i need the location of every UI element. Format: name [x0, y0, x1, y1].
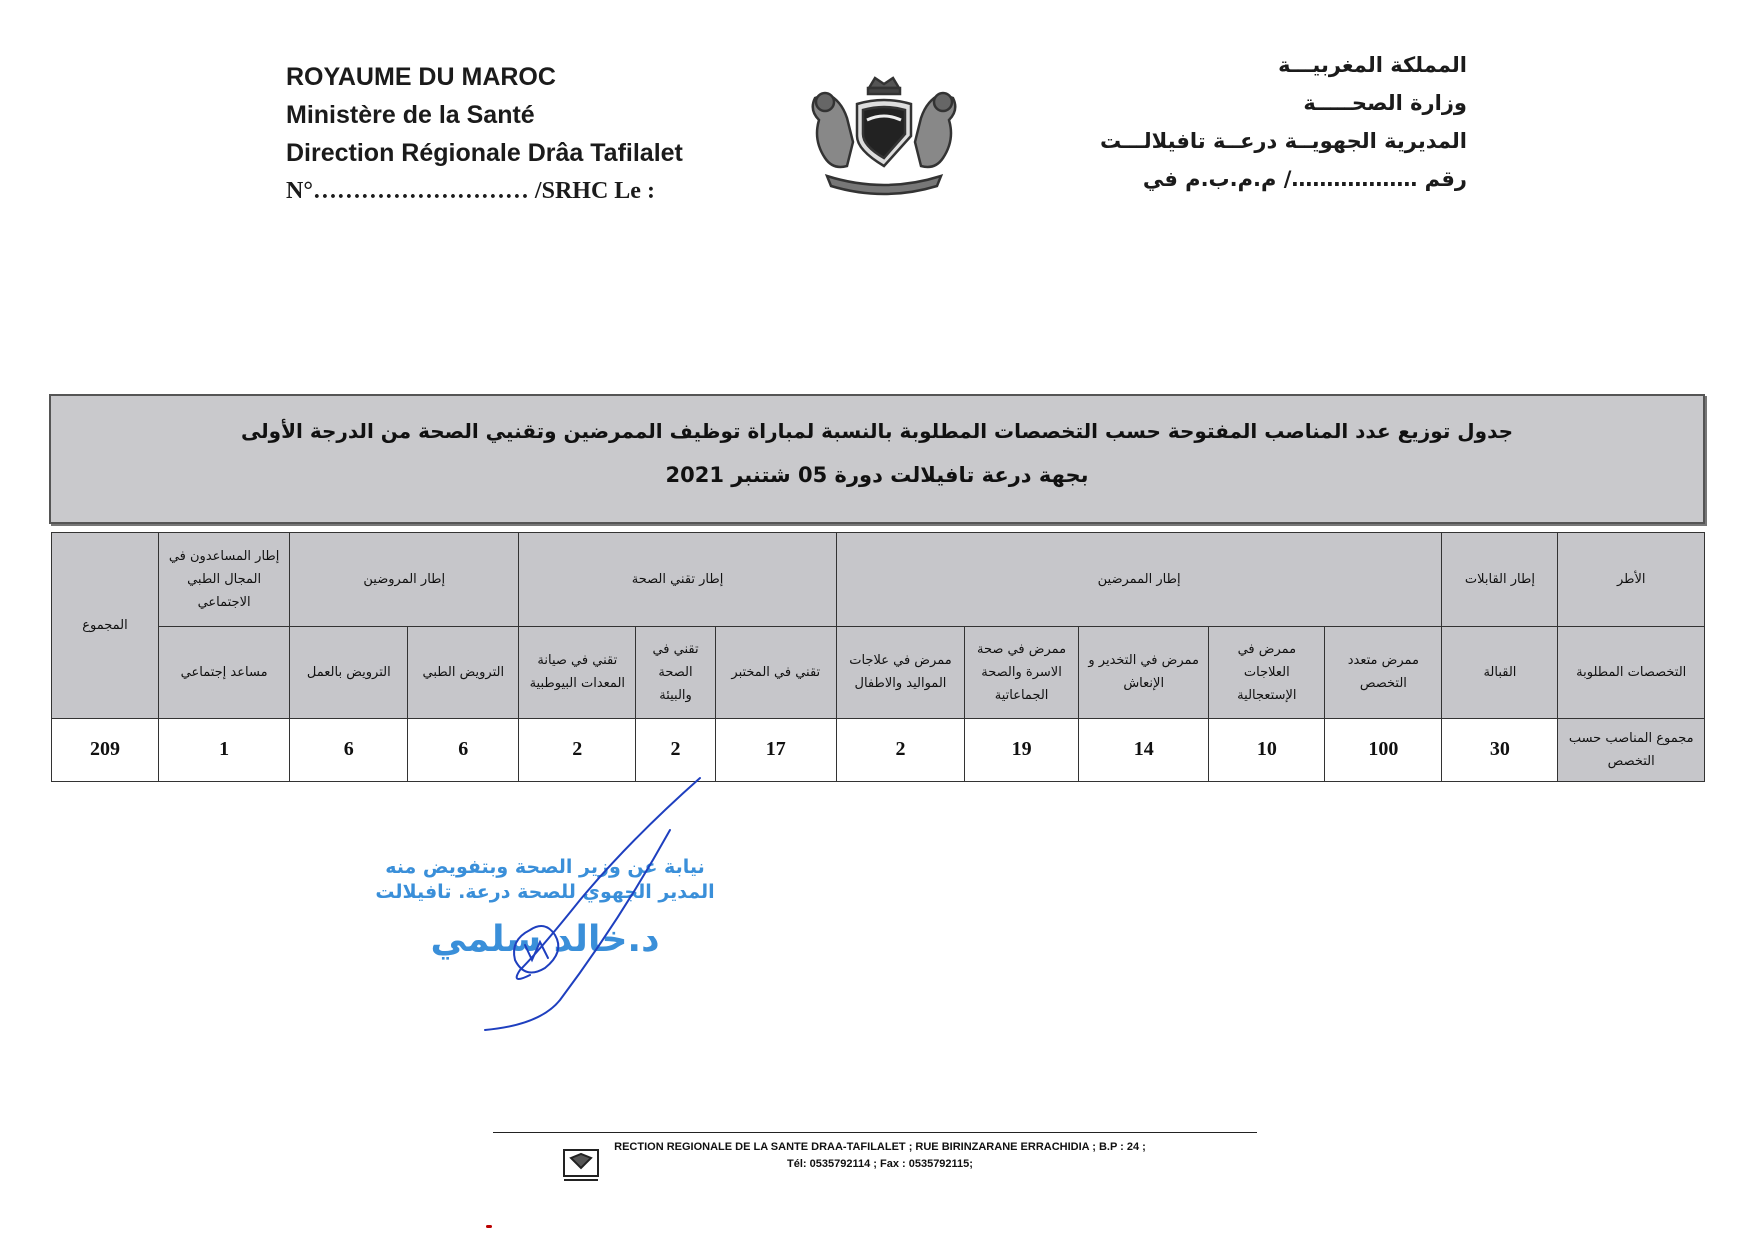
table-row-values	[52, 718, 1705, 781]
corner-specialties: التخصصات المطلوبة	[1558, 626, 1705, 718]
table-header-groups	[52, 533, 1705, 627]
spec-emergency-nurse: ممرض في العلاجات الإستعجالية	[1209, 626, 1325, 718]
value-social-assistant: 1	[158, 718, 289, 781]
value-lab-tech: 17	[715, 718, 836, 781]
value-midwifery: 30	[1442, 718, 1558, 781]
red-speck	[486, 1225, 492, 1228]
value-environment-tech: 2	[636, 718, 715, 781]
value-physiotherapy: 6	[408, 718, 519, 781]
document-subtitle: بجهة درعة تافيلالت دورة 05 شتنبر 2021	[665, 463, 1089, 487]
ministry-logo-icon	[561, 1146, 601, 1184]
value-anesthesia-nurse: 14	[1079, 718, 1209, 781]
value-polyvalent-nurse: 100	[1325, 718, 1442, 781]
footer-divider	[493, 1132, 1257, 1133]
group-midwives: إطار القابلات	[1442, 533, 1558, 627]
stamp-name: د.خالد سلمي	[430, 919, 660, 960]
footer-line-2: Tél: 0535792114 ; Fax : 0535792115;	[787, 1158, 973, 1170]
coat-of-arms-icon	[797, 70, 971, 198]
group-health-tech: إطار تقني الصحة	[519, 533, 837, 627]
value-total: 209	[52, 718, 159, 781]
value-family-health-nurse: 19	[965, 718, 1079, 781]
reference-fr: N°……………………… /SRHC Le :	[286, 178, 655, 204]
spec-midwifery: القبالة	[1442, 626, 1558, 718]
corner-frameworks: الأطر	[1558, 533, 1705, 627]
spec-social-assistant: مساعد إجتماعي	[158, 626, 289, 718]
total-label: المجموع	[52, 533, 159, 719]
ministry-fr: Ministère de la Santé	[286, 101, 535, 129]
group-social: إطار المساعدون في المجال الطبي الاجتماعي	[158, 533, 289, 627]
spec-family-health-nurse: ممرض في صحة الاسرة والصحة الجماعاتية	[965, 626, 1079, 718]
spec-physiotherapy: الترويض الطبي	[408, 626, 519, 718]
row-label: مجموع المناصب حسب التخصص	[1558, 718, 1705, 781]
spec-neonatal-nurse: ممرض في علاجات المواليد والاطفال	[836, 626, 964, 718]
spec-polyvalent-nurse: ممرض متعدد التخصص	[1325, 626, 1442, 718]
reference-ar: رقم ………………/ م.م.ب.م في	[1142, 167, 1467, 191]
stamp-line-2: المدير الجهوي للصحة درعة. تافيلالت	[375, 881, 715, 903]
value-neonatal-nurse: 2	[836, 718, 964, 781]
spec-anesthesia-nurse: ممرض في التخدير و الإنعاش	[1079, 626, 1209, 718]
spec-biomedical-tech: تقني في صيانة المعدات البيوطبية	[519, 626, 636, 718]
header-french	[286, 58, 683, 210]
direction-fr: Direction Régionale Drâa Tafilalet	[286, 139, 683, 167]
kingdom-fr: ROYAUME DU MAROC	[286, 63, 556, 91]
value-emergency-nurse: 10	[1209, 718, 1325, 781]
positions-table	[51, 532, 1705, 782]
spec-occupational-therapy: الترويض بالعمل	[290, 626, 408, 718]
footer-address	[600, 1139, 1160, 1173]
table-header-specialties	[52, 626, 1705, 718]
document-title-box	[49, 394, 1705, 524]
handwritten-signature-icon	[470, 770, 720, 1040]
value-occupational-therapy: 6	[290, 718, 408, 781]
document-title: جدول توزيع عدد المناصب المفتوحة حسب التخصصات المطلوبة بالنسبة لمباراة توظيف الممرضين وتقنيي الصحة من الدرجة الأولى	[240, 419, 1514, 443]
footer-line-1: RECTION REGIONALE DE LA SANTE DRAA-TAFILALET ; RUE BIRINZARANE ERRACHIDIA ; B.P : 24 ;	[614, 1141, 1146, 1153]
kingdom-ar: المملكة المغربيـــة	[1278, 53, 1467, 77]
ministry-ar: وزارة الصحـــــة	[1303, 91, 1467, 115]
value-biomedical-tech: 2	[519, 718, 636, 781]
group-nurses: إطار الممرضين	[836, 533, 1442, 627]
spec-environment-tech: تقني في الصحة والبيئة	[636, 626, 715, 718]
group-rehab: إطار المروضين	[290, 533, 519, 627]
direction-ar: المديرية الجهويــة درعــة تافيلالـــت	[1099, 129, 1467, 153]
header-arabic	[1100, 46, 1467, 198]
stamp-line-1: نيابة عن وزير الصحة وبتفويض منه	[385, 856, 705, 878]
spec-lab-tech: تقني في المختبر	[715, 626, 836, 718]
